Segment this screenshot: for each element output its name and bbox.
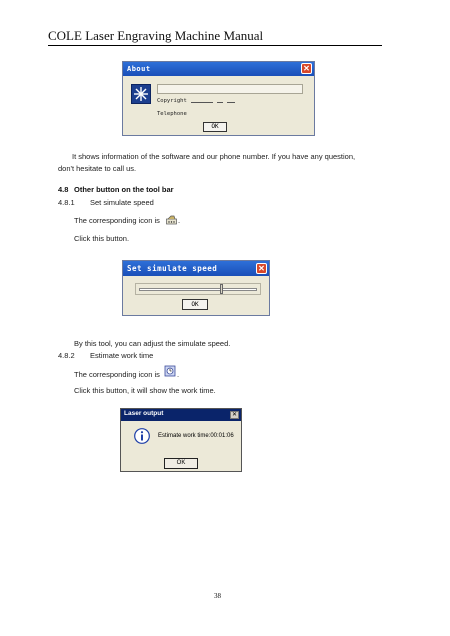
subsection-number: 4.8.2 — [58, 351, 75, 360]
copyright-label: Copyright — [157, 98, 187, 104]
simulate-click-line: Click this button. — [74, 234, 130, 243]
estimate-work-time-message: Estimate work time:00:01:06 — [158, 433, 234, 439]
copyright-value-line — [191, 102, 213, 103]
estimate-icon-period: . — [177, 370, 180, 379]
set-simulate-speed-dialog — [122, 260, 270, 316]
document-header-title: COLE Laser Engraving Machine Manual — [48, 28, 264, 43]
about-ok-button[interactable]: OK — [203, 122, 227, 132]
snowflake-logo-icon — [131, 84, 151, 104]
estimate-click-line: Click this button, it will show the work time. — [74, 386, 216, 395]
speed-ok-button[interactable]: OK — [182, 299, 208, 310]
close-icon[interactable]: ✕ — [301, 63, 312, 74]
simulate-speed-icon — [166, 212, 177, 222]
page-number: 38 — [214, 592, 221, 600]
estimate-icon-line: The corresponding icon is — [74, 370, 160, 379]
header-rule — [48, 45, 382, 46]
close-icon[interactable]: ✕ — [256, 263, 267, 274]
speed-slider-track-frame — [135, 283, 261, 295]
speed-slider-thumb[interactable] — [220, 284, 223, 294]
telephone-label: Telephone — [157, 111, 187, 117]
set-simulate-speed-title: Set simulate speed — [127, 264, 218, 273]
close-icon[interactable]: ✕ — [231, 412, 238, 418]
about-info-field-1 — [157, 84, 303, 94]
about-dialog — [122, 61, 315, 136]
subsection-number: 4.8.1 — [58, 198, 75, 207]
simulate-icon-period: . — [178, 216, 181, 225]
subsection-title: Estimate work time — [90, 351, 154, 360]
speed-description: By this tool, you can adjust the simulate speed. — [74, 339, 231, 348]
laser-output-title: Laser output — [124, 410, 164, 417]
laser-output-dialog — [120, 408, 242, 472]
about-description-line-1: It shows information of the software and our phone number. If you have any question, — [72, 152, 356, 161]
simulate-icon-line: The corresponding icon is — [74, 216, 160, 225]
subsection-title: Set simulate speed — [90, 198, 154, 207]
copyright-value-line — [227, 102, 235, 103]
section-title: Other button on the tool bar — [74, 185, 174, 194]
section-number: 4.8 — [58, 185, 69, 194]
about-dialog-title: About — [127, 65, 151, 73]
laser-output-titlebar — [121, 409, 241, 421]
info-icon — [134, 428, 150, 444]
about-dialog-titlebar — [123, 62, 314, 76]
laser-output-ok-button[interactable]: OK — [164, 458, 198, 469]
estimate-time-icon — [164, 364, 176, 376]
about-description-line-2: don't hesitate to call us. — [58, 164, 137, 173]
set-simulate-speed-titlebar — [123, 261, 269, 276]
copyright-value-line — [217, 102, 223, 103]
